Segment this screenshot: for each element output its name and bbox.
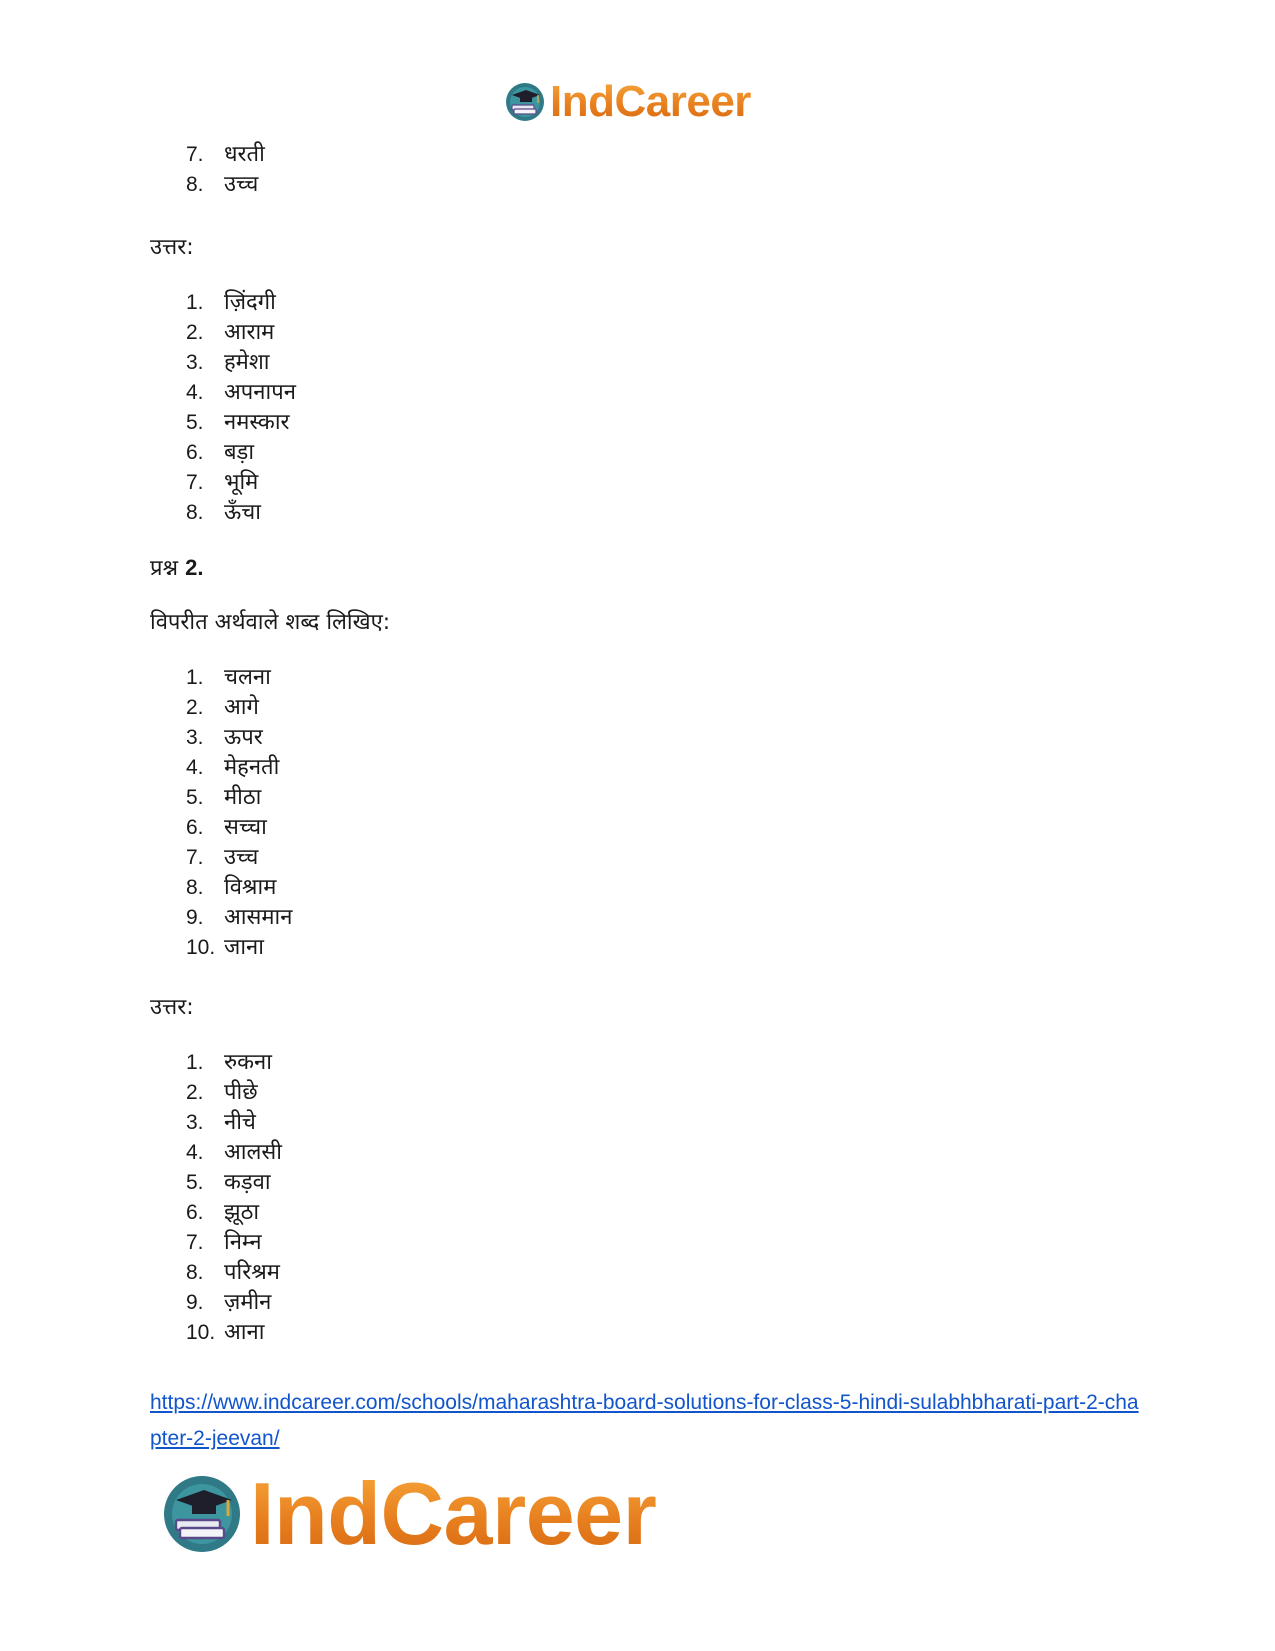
list-item: 6. झूठा <box>186 1200 260 1225</box>
list-item: 3. ऊपर <box>186 725 263 750</box>
list-item: 5. नमस्कार <box>186 410 290 435</box>
answer-label: उत्तर: <box>150 235 194 260</box>
list-item: 6. सच्चा <box>186 815 267 840</box>
list-item: 1. चलना <box>186 665 271 690</box>
question-instruction: विपरीत अर्थवाले शब्द लिखिए: <box>150 610 391 635</box>
logo-wordmark: IndCareer <box>250 1464 657 1563</box>
graduation-book-icon <box>504 81 546 123</box>
list-item: 8. उच्च <box>186 172 259 197</box>
question-heading: प्रश्न 2. <box>150 555 204 581</box>
list-item: 5. मीठा <box>186 785 262 810</box>
logo-wordmark: IndCareer <box>550 77 751 126</box>
list-item: 4. अपनापन <box>186 380 296 405</box>
list-item: 3. नीचे <box>186 1110 256 1135</box>
list-item: 8. ऊँचा <box>186 500 261 525</box>
list-item: 7. निम्न <box>186 1230 262 1255</box>
list-item: 2. आराम <box>186 320 275 345</box>
question-word-list <box>186 663 292 963</box>
header-logo <box>504 77 751 126</box>
list-item: 3. हमेशा <box>186 350 270 375</box>
source-link[interactable]: https://www.indcareer.com/schools/maharashtra-board-solutions-for-class-5-hindi-sulabhbharati-part-2-chapter-2-jeevan/ <box>150 1391 1139 1450</box>
list-item: 6. बड़ा <box>186 440 255 465</box>
list-item: 9. आसमान <box>186 905 293 930</box>
list-item: 5. कड़वा <box>186 1170 271 1195</box>
list-item: 7. धरती <box>186 142 265 167</box>
list-item: 2. पीछे <box>186 1080 258 1105</box>
list-item: 10. जाना <box>186 935 264 960</box>
answer-list-synonyms <box>186 288 296 528</box>
list-item: 8. विश्राम <box>186 875 277 900</box>
list-item: 4. आलसी <box>186 1140 282 1165</box>
answer-label: उत्तर: <box>150 995 194 1020</box>
list-item: 4. मेहनती <box>186 755 280 780</box>
list-item: 7. उच्च <box>186 845 259 870</box>
list-item: 2. आगे <box>186 695 259 720</box>
list-item: 8. परिश्रम <box>186 1260 280 1285</box>
graduation-book-icon <box>160 1472 244 1556</box>
list-item: 9. ज़मीन <box>186 1290 272 1315</box>
list-item: 1. ज़िंदगी <box>186 290 276 315</box>
list-item: 1. रुकना <box>186 1050 272 1075</box>
continued-word-list <box>186 140 265 200</box>
answer-list-antonyms <box>186 1048 282 1348</box>
list-item: 10. आना <box>186 1320 265 1345</box>
footer-logo <box>160 1464 657 1563</box>
list-item: 7. भूमि <box>186 470 259 495</box>
